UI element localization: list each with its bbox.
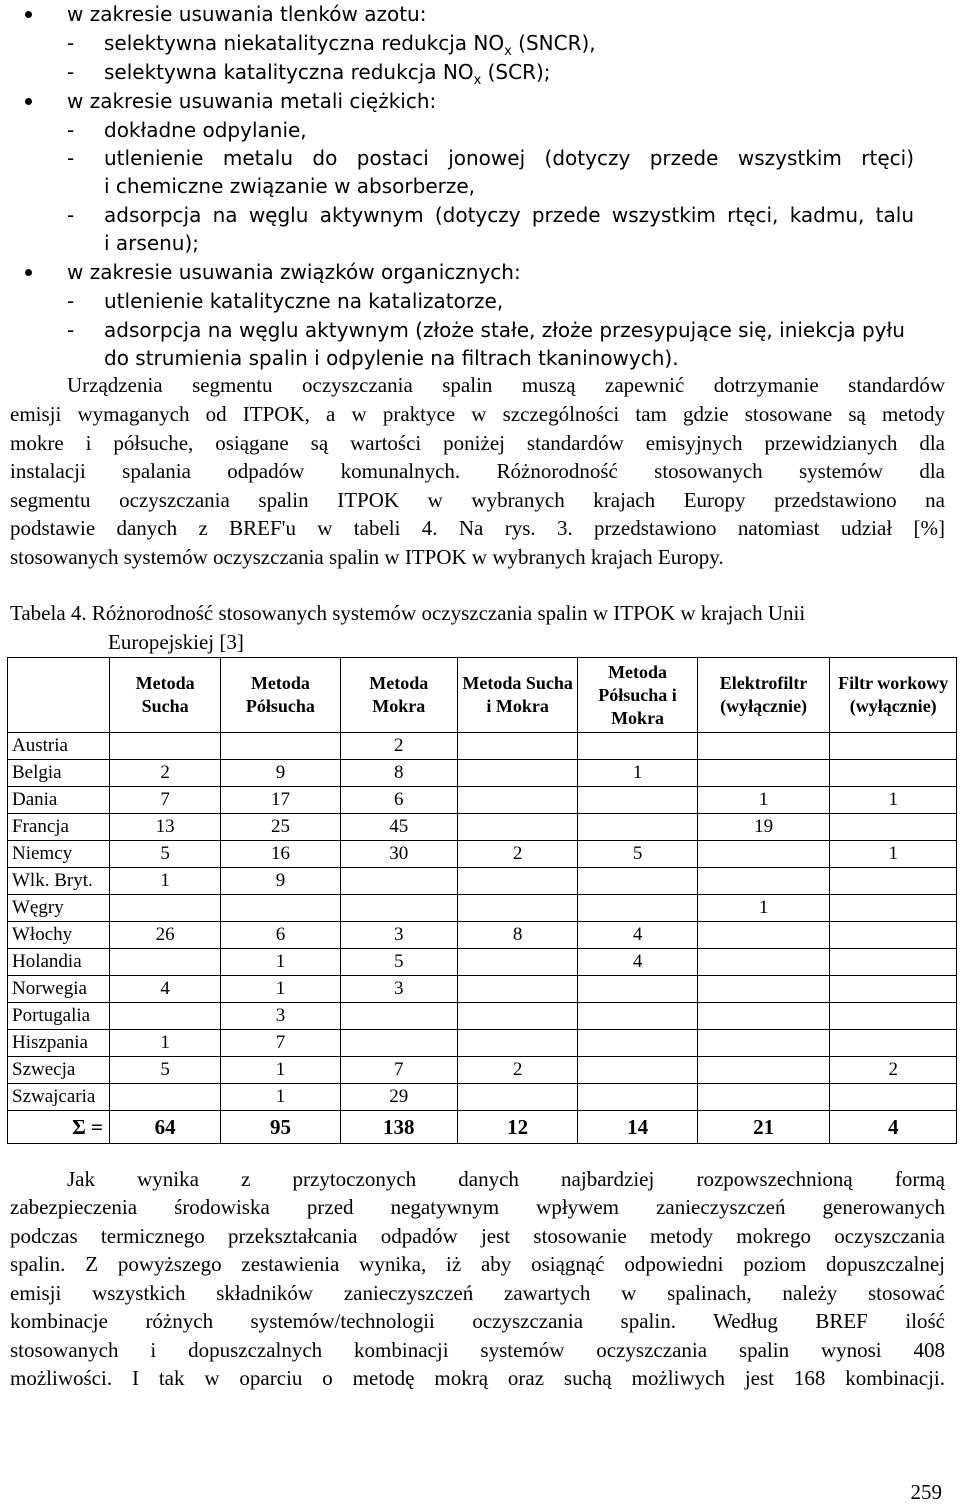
value-cell: 7: [110, 787, 221, 814]
paragraph-line: Urządzenia segmentu oczyszczania spalin muszą zapewnić dotrzymanie standardów: [67, 373, 945, 397]
list-item: utlenienie metalu do postaci jonowej (dotyczy przede wszystkim rtęci): [104, 146, 914, 170]
value-cell: 4: [578, 949, 697, 976]
value-cell: [457, 787, 577, 814]
sum-value-cell: 138: [340, 1111, 457, 1144]
value-cell: [340, 1030, 457, 1057]
bullet-icon: [25, 11, 32, 18]
sum-value-cell: 12: [457, 1111, 577, 1144]
value-cell: [457, 1084, 577, 1111]
value-cell: [457, 895, 577, 922]
table-caption: Tabela 4. Różnorodność stosowanych systemów oczyszczania spalin w ITPOK w krajach Unii: [10, 601, 806, 625]
value-cell: [457, 949, 577, 976]
table-row: [8, 760, 957, 787]
column-header: Metoda Sucha: [110, 658, 221, 733]
sum-value-cell: 4: [830, 1111, 957, 1144]
value-cell: 8: [457, 922, 577, 949]
value-cell: [457, 1030, 577, 1057]
value-cell: 6: [340, 787, 457, 814]
value-cell: [457, 976, 577, 1003]
list-item: adsorpcja na węglu aktywnym (złoże stałe, złoże przesypujące się, iniekcja pyłu: [104, 318, 905, 342]
list-item: selektywna katalityczna redukcja $NO_x$ (SCR);: [104, 60, 551, 88]
page-number: 259: [910, 1480, 942, 1504]
paragraph-line: segmentu oczyszczania spalin ITPOK w wybranych krajach Europy przedstawiono na: [10, 488, 945, 512]
column-header: Metoda Sucha i Mokra: [457, 658, 577, 733]
value-cell: 1: [221, 1084, 340, 1111]
value-cell: [830, 1030, 957, 1057]
value-cell: 3: [340, 976, 457, 1003]
value-cell: [697, 841, 830, 868]
table-row: [8, 1057, 957, 1084]
value-cell: 7: [340, 1057, 457, 1084]
value-cell: [697, 1057, 830, 1084]
country-cell: Francja: [8, 814, 110, 841]
sum-label-cell: Σ =: [8, 1111, 110, 1144]
value-cell: [830, 733, 957, 760]
value-cell: [340, 868, 457, 895]
value-cell: [697, 760, 830, 787]
dash-marker: -: [67, 118, 75, 142]
paragraph-line: spalin. Z powyższego zestawienia wynika, iż aby osiągnąć odpowiedni poziom dopuszczalnej: [10, 1252, 945, 1276]
value-cell: [697, 868, 830, 895]
country-cell: Portugalia: [8, 1003, 110, 1030]
table-row: [8, 814, 957, 841]
value-cell: 2: [110, 760, 221, 787]
value-cell: [697, 733, 830, 760]
value-cell: [830, 868, 957, 895]
value-cell: [697, 1003, 830, 1030]
paragraph-line: emisji wymaganych od ITPOK, a w praktyce w szczególności tam gdzie stosowane są metody: [10, 402, 945, 426]
value-cell: [697, 1084, 830, 1111]
value-cell: 25: [221, 814, 340, 841]
country-cell: Wlk. Bryt.: [8, 868, 110, 895]
value-cell: [221, 733, 340, 760]
value-cell: 5: [578, 841, 697, 868]
column-header: Filtr workowy (wyłącznie): [830, 658, 957, 733]
country-cell: Austria: [8, 733, 110, 760]
dash-marker: -: [67, 60, 75, 84]
value-cell: [578, 814, 697, 841]
list-item: utlenienie katalityczne na katalizatorze,: [104, 289, 504, 313]
sum-value-cell: 21: [697, 1111, 830, 1144]
data-table: [7, 657, 957, 1144]
paragraph-line: zabezpieczenia środowiska przed negatywnym wpływem zanieczyszczeń generowanych: [10, 1195, 945, 1219]
sum-value-cell: 95: [221, 1111, 340, 1144]
value-cell: [578, 976, 697, 1003]
value-cell: 1: [221, 1057, 340, 1084]
table-row: [8, 976, 957, 1003]
sum-value-cell: 64: [110, 1111, 221, 1144]
country-cell: Norwegia: [8, 976, 110, 1003]
value-cell: 3: [221, 1003, 340, 1030]
value-cell: 26: [110, 922, 221, 949]
value-cell: [457, 733, 577, 760]
country-cell: Niemcy: [8, 841, 110, 868]
table-row: [8, 841, 957, 868]
value-cell: 45: [340, 814, 457, 841]
list-heading: w zakresie usuwania związków organicznych:: [67, 260, 521, 284]
value-cell: 16: [221, 841, 340, 868]
table-caption-continuation: Europejskiej [3]: [108, 630, 244, 654]
value-cell: [110, 733, 221, 760]
country-cell: Węgry: [8, 895, 110, 922]
value-cell: 17: [221, 787, 340, 814]
list-item-continuation: do strumienia spalin i odpylenie na filtrach tkaninowych).: [104, 346, 679, 370]
paragraph-line: emisji wszystkich składników zanieczyszczeń zawartych w spalinach, należy stosować: [10, 1281, 945, 1305]
dash-marker: -: [67, 146, 75, 170]
value-cell: [578, 868, 697, 895]
value-cell: 13: [110, 814, 221, 841]
value-cell: 5: [110, 1057, 221, 1084]
value-cell: [578, 733, 697, 760]
paragraph-line: kombinacje różnych systemów/technologii oczyszczania spalin. Według BREF ilość: [10, 1309, 945, 1333]
list-heading: w zakresie usuwania metali ciężkich:: [67, 89, 437, 113]
sum-row: [8, 1111, 957, 1144]
column-header: Elektrofiltr (wyłącznie): [697, 658, 830, 733]
value-cell: 1: [221, 976, 340, 1003]
value-cell: 30: [340, 841, 457, 868]
value-cell: 7: [221, 1030, 340, 1057]
column-header: Metoda Mokra: [340, 658, 457, 733]
value-cell: 2: [340, 733, 457, 760]
table-row: [8, 1003, 957, 1030]
value-cell: 1: [830, 841, 957, 868]
value-cell: [830, 1084, 957, 1111]
value-cell: 1: [697, 895, 830, 922]
value-cell: 1: [221, 949, 340, 976]
value-cell: [578, 895, 697, 922]
value-cell: 1: [830, 787, 957, 814]
country-cell: Szwajcaria: [8, 1084, 110, 1111]
value-cell: 1: [110, 868, 221, 895]
country-cell: Włochy: [8, 922, 110, 949]
list-item: dokładne odpylanie,: [104, 118, 307, 142]
value-cell: 19: [697, 814, 830, 841]
table-row: [8, 733, 957, 760]
value-cell: [578, 1003, 697, 1030]
value-cell: 5: [110, 841, 221, 868]
value-cell: 2: [830, 1057, 957, 1084]
table-header-row: [8, 658, 957, 733]
value-cell: [578, 1030, 697, 1057]
value-cell: 5: [340, 949, 457, 976]
bullet-icon: [25, 98, 32, 105]
paragraph-line: stosowanych systemów oczyszczania spalin w ITPOK w wybranych krajach Europy.: [10, 545, 724, 569]
value-cell: 9: [221, 868, 340, 895]
column-header: Metoda Półsucha: [221, 658, 340, 733]
value-cell: [110, 949, 221, 976]
value-cell: [697, 922, 830, 949]
value-cell: 1: [697, 787, 830, 814]
paragraph-line: możliwości. I tak w oparciu o metodę mokrą oraz suchą możliwych jest 168 kombinacji.: [10, 1366, 945, 1390]
value-cell: [578, 787, 697, 814]
value-cell: 2: [457, 841, 577, 868]
value-cell: [830, 1003, 957, 1030]
list-heading: w zakresie usuwania tlenków azotu:: [67, 2, 427, 26]
value-cell: [110, 1003, 221, 1030]
value-cell: 4: [110, 976, 221, 1003]
value-cell: [578, 1057, 697, 1084]
paragraph-line: instalacji spalania odpadów komunalnych. Różnorodność stosowanych systemów dla: [10, 459, 945, 483]
country-cell: Dania: [8, 787, 110, 814]
value-cell: [697, 949, 830, 976]
paragraph-line: podczas termicznego przekształcania odpadów jest stosowanie metody mokrego oczyszczania: [10, 1224, 945, 1248]
value-cell: 2: [457, 1057, 577, 1084]
dash-marker: -: [67, 203, 75, 227]
value-cell: [830, 949, 957, 976]
table-row: [8, 787, 957, 814]
value-cell: [830, 895, 957, 922]
value-cell: [221, 895, 340, 922]
table-row: [8, 922, 957, 949]
value-cell: [340, 1003, 457, 1030]
country-cell: Hiszpania: [8, 1030, 110, 1057]
dash-marker: -: [67, 31, 75, 55]
paragraph-line: stosowanych i dopuszczalnych kombinacji systemów oczyszczania spalin wynosi 408: [10, 1338, 945, 1362]
list-item-continuation: i arsenu);: [104, 231, 200, 255]
value-cell: 29: [340, 1084, 457, 1111]
list-item-continuation: i chemiczne związanie w absorberze,: [104, 174, 476, 198]
table-row: [8, 895, 957, 922]
value-cell: [457, 1003, 577, 1030]
value-cell: 4: [578, 922, 697, 949]
list-item: adsorpcja na węglu aktywnym (dotyczy przede wszystkim rtęci, kadmu, talu: [104, 203, 914, 227]
value-cell: [457, 868, 577, 895]
value-cell: [578, 1084, 697, 1111]
value-cell: [457, 814, 577, 841]
value-cell: 6: [221, 922, 340, 949]
value-cell: [830, 760, 957, 787]
bullet-icon: [25, 269, 32, 276]
value-cell: [697, 1030, 830, 1057]
table-row: [8, 868, 957, 895]
value-cell: [830, 922, 957, 949]
value-cell: 3: [340, 922, 457, 949]
paragraph-line: Jak wynika z przytoczonych danych najbardziej rozpowszechnioną formą: [67, 1167, 945, 1191]
country-cell: Holandia: [8, 949, 110, 976]
value-cell: [830, 814, 957, 841]
table-row: [8, 949, 957, 976]
value-cell: [457, 760, 577, 787]
dash-marker: -: [67, 289, 75, 313]
list-item: selektywna niekatalityczna redukcja $NO_x$ (SNCR),: [104, 31, 596, 59]
paragraph-line: podstawie danych z BREF'u w tabeli 4. Na rys. 3. przedstawiono natomiast udział [%]: [10, 516, 945, 540]
country-cell: Szwecja: [8, 1057, 110, 1084]
sum-value-cell: 14: [578, 1111, 697, 1144]
value-cell: [697, 976, 830, 1003]
dash-marker: -: [67, 318, 75, 342]
value-cell: [110, 1084, 221, 1111]
value-cell: 8: [340, 760, 457, 787]
country-cell: Belgia: [8, 760, 110, 787]
column-header: Metoda Półsucha i Mokra: [578, 658, 697, 733]
paragraph-line: mokre i półsuche, osiągane są wartości poniżej standardów emisyjnych przewidzianych dla: [10, 431, 945, 455]
value-cell: [110, 895, 221, 922]
value-cell: 9: [221, 760, 340, 787]
table-row: [8, 1084, 957, 1111]
header-corner-cell: [8, 658, 110, 733]
value-cell: 1: [578, 760, 697, 787]
value-cell: [830, 976, 957, 1003]
value-cell: 1: [110, 1030, 221, 1057]
table-row: [8, 1030, 957, 1057]
value-cell: [340, 895, 457, 922]
